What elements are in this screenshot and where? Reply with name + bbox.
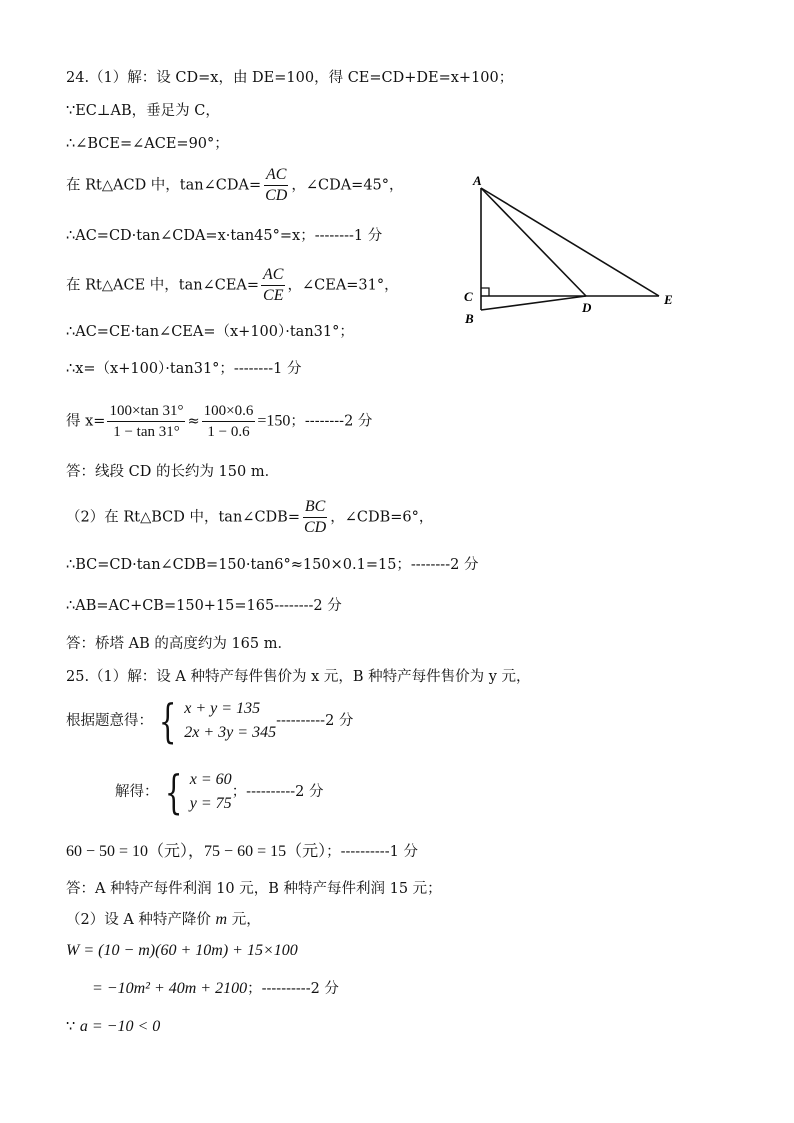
- q24-line-9-prefix: 得 x=: [66, 413, 106, 430]
- profit-calculation: 60 − 50 = 10（元），75 − 60 = 15（元）: [66, 843, 327, 860]
- q24-line-13: ∴AB=AC+CB=150+15=165--------2 分: [66, 598, 342, 614]
- solution-x: x = 60: [189, 771, 232, 788]
- q25-line-6-prefix: （2）设 A 种特产降价: [66, 912, 216, 928]
- q25-line-4-suffix: ；----------1 分: [326, 844, 418, 860]
- q24-line-11-prefix: （2）在 Rt△BCD 中，tan∠CDB=: [66, 509, 300, 526]
- fraction-denominator: CD: [303, 519, 327, 536]
- fraction-numerator: 100×0.6: [202, 401, 256, 422]
- q24-line-3: ∴∠BCE=∠ACE=90°；: [66, 136, 229, 152]
- label-e: E: [664, 292, 673, 307]
- q24-line-11-suffix: ，∠CDB=6°，: [330, 509, 434, 526]
- q24-line-11: [66, 497, 433, 538]
- q25-line-1: 25.（1）解：设 A 种特产每件售价为 x 元，B 种特产每件售价为 y 元，: [66, 669, 531, 685]
- fraction-numerator: AC: [261, 265, 285, 286]
- q25-line-5: 答：A 种特产每件利润 10 元，B 种特产每件利润 15 元；: [66, 881, 442, 897]
- fraction-bc-cd: [302, 497, 328, 538]
- q25-line-6-suffix: 元，: [227, 912, 261, 928]
- left-brace: {: [164, 765, 182, 819]
- equation-2: 2x + 3y = 345: [184, 724, 277, 741]
- approx-sign: ≈: [187, 413, 200, 430]
- q25-line-2-prefix: 根据题意得：: [66, 713, 153, 729]
- variable-m: m: [215, 911, 228, 928]
- right-angle-mark: [481, 288, 489, 296]
- q25-line-4: [66, 842, 418, 862]
- fraction-numerator: BC: [303, 497, 327, 518]
- geometry-figure: [455, 168, 685, 328]
- label-a: A: [473, 173, 482, 188]
- q25-line-3-prefix: 解得：: [115, 784, 159, 800]
- q25-line-3-suffix: ；----------2 分: [231, 784, 324, 800]
- fraction-tan31: [107, 401, 185, 442]
- fraction-ac-cd: [263, 165, 289, 206]
- solution-system: [159, 765, 232, 819]
- label-c: C: [464, 289, 473, 304]
- q25-line-9: [66, 1017, 160, 1037]
- q24-line-6: [66, 265, 399, 306]
- segment-bd: [481, 296, 586, 310]
- q24-line-12: ∴BC=CD·tan∠CDB=150·tan6°≈150×0.1=15；--------2 分: [66, 557, 479, 573]
- q24-line-8: ∴x=（x+100）·tan31°；--------1 分: [66, 361, 302, 377]
- q24-line-9: [66, 401, 372, 442]
- q24-line-7: ∴AC=CE·tan∠CEA=（x+100）·tan31°；: [66, 324, 354, 340]
- q24-line-10: 答：线段 CD 的长约为 150 m．: [66, 464, 280, 480]
- coefficient-condition: a = −10 < 0: [79, 1018, 161, 1035]
- quadratic-expression: = −10m² + 40m + 2100: [92, 980, 248, 997]
- q25-line-2-suffix: ----------2 分: [276, 713, 354, 729]
- result-value: =150: [257, 412, 291, 430]
- q24-line-14: 答：桥塔 AB 的高度约为 165 m．: [66, 636, 292, 652]
- q24-line-4: [66, 165, 404, 206]
- equation-system: [153, 694, 277, 748]
- label-d: D: [582, 300, 592, 315]
- q25-line-7: W = (10 − m)(60 + 10m) + 15×100: [66, 942, 298, 959]
- fraction-numerator: 100×tan 31°: [107, 401, 185, 422]
- because-symbol: ∵: [66, 1019, 80, 1035]
- q24-line-9-suffix: ；--------2 分: [290, 413, 373, 430]
- q25-line-8-suffix: ；----------2 分: [247, 981, 339, 997]
- q24-line-4-prefix: 在 Rt△ACD 中，tan∠CDA=: [66, 177, 262, 194]
- q24-line-5: ∴AC=CD·tan∠CDA=x·tan45°=x；--------1 分: [66, 228, 383, 244]
- q25-line-8: [92, 979, 339, 999]
- fraction-denominator: 1 − 0.6: [207, 424, 250, 440]
- fraction-denominator: CE: [263, 287, 284, 304]
- q24-line-6-suffix: ，∠CEA=31°，: [287, 277, 399, 294]
- equation-1: x + y = 135: [184, 700, 261, 717]
- solution-y: y = 75: [189, 795, 232, 812]
- fraction-denominator: 1 − tan 31°: [113, 424, 180, 440]
- label-b: B: [465, 311, 474, 326]
- q25-line-2: [66, 694, 354, 748]
- q24-line-4-suffix: ，∠CDA=45°，: [291, 177, 404, 194]
- left-brace: {: [158, 694, 177, 748]
- q24-line-6-prefix: 在 Rt△ACE 中，tan∠CEA=: [66, 277, 260, 294]
- fraction-denominator: CD: [265, 187, 288, 204]
- fraction-numeric: [202, 401, 256, 442]
- q25-line-3: [115, 765, 324, 819]
- q25-line-6: [66, 910, 261, 930]
- fraction-numerator: AC: [264, 165, 288, 186]
- fraction-ac-ce: [261, 265, 285, 306]
- q24-line-2: ∵EC⊥AB，垂足为 C，: [66, 103, 220, 119]
- q24-line-1: 24.（1）解：设 CD=x，由 DE=100，得 CE=CD+DE=x+100；: [66, 70, 514, 86]
